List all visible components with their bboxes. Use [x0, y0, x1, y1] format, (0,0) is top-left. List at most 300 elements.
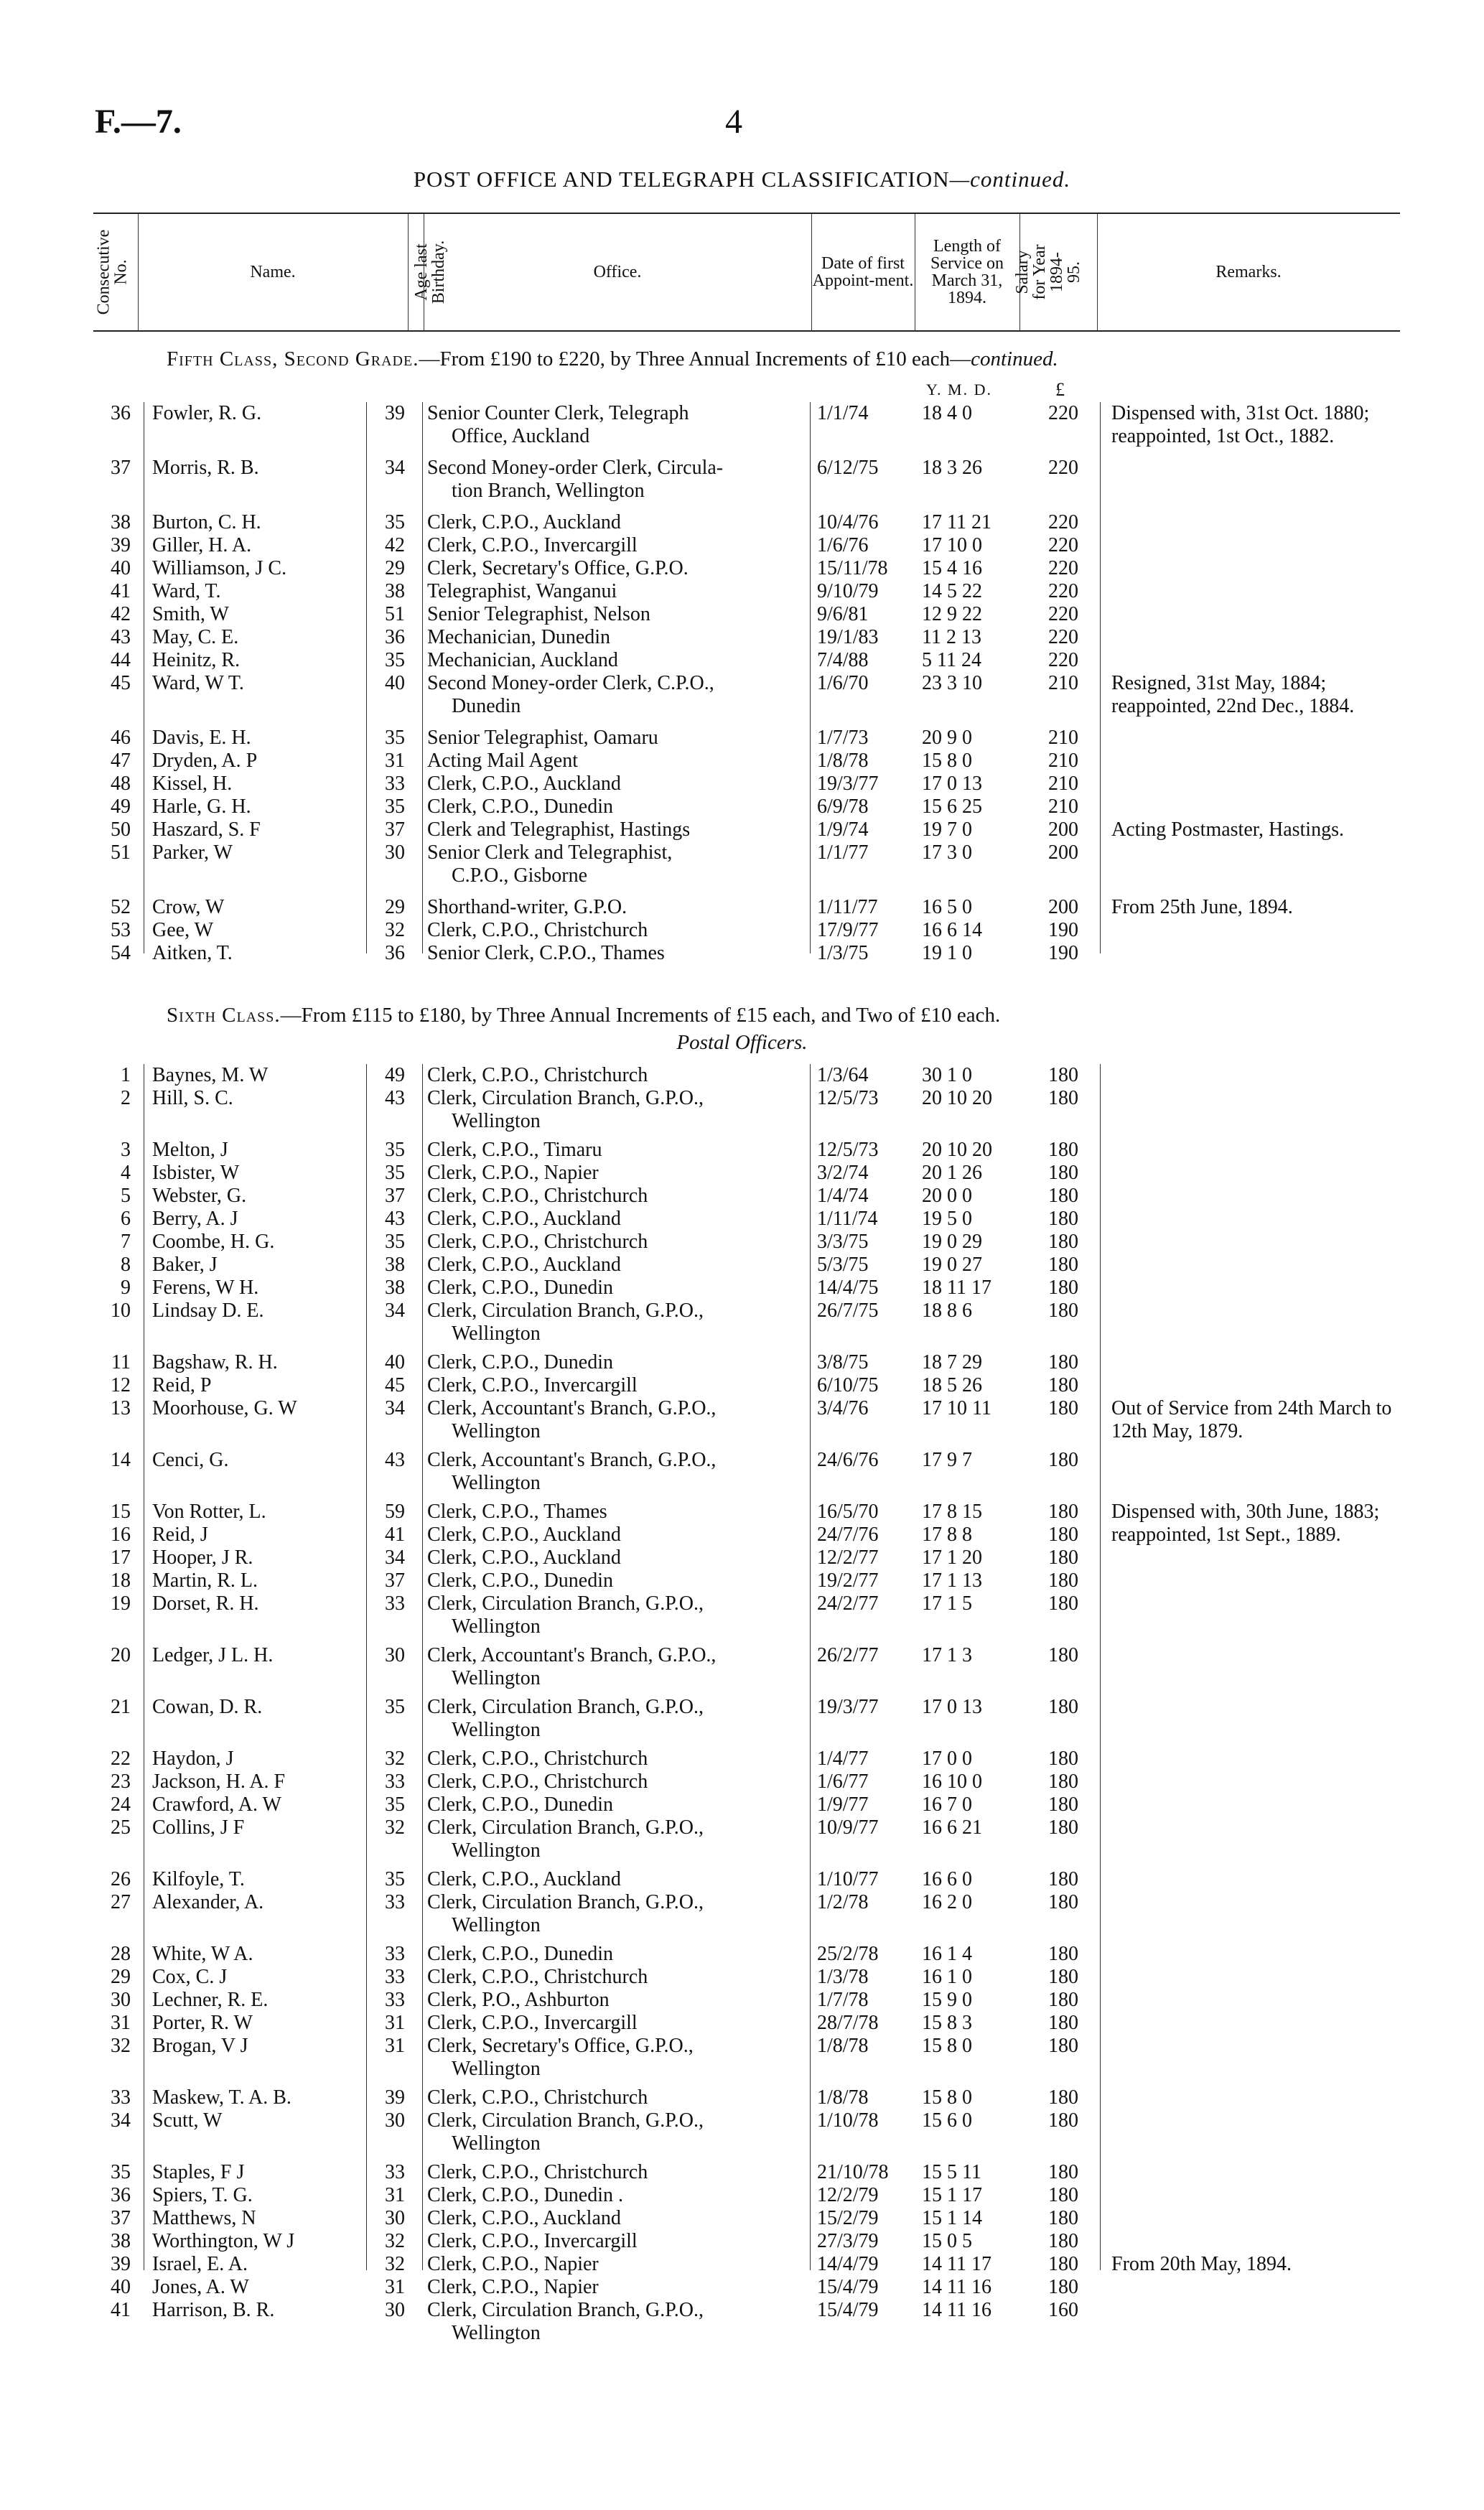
row-number: 15: [111, 1501, 131, 1523]
row-office-line: Wellington: [452, 1110, 541, 1132]
row-age: 31: [385, 750, 405, 772]
row-age: 40: [385, 672, 405, 694]
row-date: 3/4/76: [817, 1397, 869, 1419]
row-number: 28: [111, 1943, 131, 1965]
row-salary: 180: [1048, 2086, 1078, 2109]
row-office: [427, 1185, 804, 1208]
row-office-line: Senior Telegraphist, Oamaru: [427, 727, 658, 749]
row-salary: 180: [1048, 1231, 1078, 1253]
row-date: 1/10/78: [817, 2109, 879, 2132]
row-office: [427, 1644, 804, 1690]
row-name: Ledger, J L. H.: [152, 1644, 274, 1666]
row-salary: 180: [1048, 1816, 1078, 1839]
row-length: 17 1 3: [922, 1644, 972, 1666]
row-salary: 200: [1048, 818, 1078, 841]
row-salary: 220: [1048, 402, 1078, 424]
row-date: 26/2/77: [817, 1644, 879, 1666]
row-name: Baker, J: [152, 1254, 218, 1276]
row-age: 35: [385, 649, 405, 671]
row-name: Jones, A. W: [152, 2276, 249, 2298]
row-name: Moorhouse, G. W: [152, 1397, 297, 1419]
row-age: 51: [385, 603, 405, 625]
row-age: 33: [385, 1891, 405, 1913]
row-office: [427, 2230, 804, 2253]
row-age: 35: [385, 796, 405, 818]
row-number: 25: [111, 1816, 131, 1839]
row-office: [427, 750, 804, 773]
row-date: 19/3/77: [817, 1696, 879, 1718]
row-office-line: Clerk, C.P.O., Dunedin: [427, 1793, 613, 1816]
row-length: 15 6 25: [922, 796, 982, 818]
row-number: 12: [111, 1374, 131, 1396]
row-salary: 220: [1048, 457, 1078, 479]
row-number: 40: [111, 557, 131, 579]
row-number: 36: [111, 402, 131, 424]
row-office: [427, 1397, 804, 1443]
row-name: Gee, W: [152, 919, 213, 941]
row-age: 43: [385, 1208, 405, 1230]
row-salary: 180: [1048, 1793, 1078, 1816]
row-name: Kilfoyle, T.: [152, 1868, 245, 1890]
row-office: [427, 1374, 804, 1397]
row-name: Cowan, D. R.: [152, 1696, 263, 1718]
row-age: 36: [385, 942, 405, 964]
row-age: 31: [385, 2035, 405, 2057]
row-length: 20 9 0: [922, 727, 972, 749]
row-office: [427, 1989, 804, 2012]
row-office: [427, 2207, 804, 2230]
row-office: [427, 1162, 804, 1185]
row-name: Spiers, T. G.: [152, 2184, 253, 2206]
row-date: 26/7/75: [817, 1300, 879, 1322]
row-office: [427, 626, 804, 649]
row-age: 35: [385, 1696, 405, 1718]
row-number: 45: [111, 672, 131, 694]
row-number: 22: [111, 1748, 131, 1770]
row-office-line: Clerk, Circulation Branch, G.P.O.,: [427, 2299, 704, 2321]
row-office-line: Second Money-order Clerk, C.P.O.,: [427, 672, 714, 694]
row-age: 30: [385, 2207, 405, 2229]
row-date: 25/2/78: [817, 1943, 879, 1965]
row-office-line: Clerk, C.P.O., Auckland: [427, 1868, 621, 1890]
row-office-line: Wellington: [452, 1472, 541, 1494]
row-office: [427, 1868, 804, 1891]
row-length: 17 1 20: [922, 1546, 982, 1569]
row-office-line: Telegraphist, Wanganui: [427, 580, 617, 602]
row-office-line: Clerk, Circulation Branch, G.P.O.,: [427, 1696, 704, 1718]
row-number: 34: [111, 2109, 131, 2132]
row-office: [427, 1891, 804, 1937]
row-name: Collins, J F: [152, 1816, 245, 1839]
row-age: 32: [385, 1816, 405, 1839]
row-salary: 220: [1048, 649, 1078, 671]
row-age: 29: [385, 557, 405, 579]
row-age: 30: [385, 1644, 405, 1666]
row-number: 38: [111, 511, 131, 533]
row-length: 16 7 0: [922, 1793, 972, 1816]
row-number: 40: [111, 2276, 131, 2298]
row-salary: 220: [1048, 603, 1078, 625]
row-salary: 210: [1048, 727, 1078, 749]
row-salary: 210: [1048, 773, 1078, 795]
row-number: 46: [111, 727, 131, 749]
col-length: Length of Service on March 31, 1894.: [930, 237, 1004, 307]
row-name: Israel, E. A.: [152, 2253, 248, 2275]
row-number: 10: [111, 1300, 131, 1322]
row-office: [427, 672, 804, 718]
row-office-line: Senior Clerk and Telegraphist,: [427, 841, 673, 864]
row-number: 24: [111, 1793, 131, 1816]
row-name: Isbister, W: [152, 1162, 240, 1184]
row-office: [427, 1943, 804, 1966]
row-length: 17 8 15: [922, 1501, 982, 1523]
row-office-line: Clerk, C.P.O., Auckland: [427, 1208, 621, 1230]
row-salary: 220: [1048, 626, 1078, 648]
row-number: 41: [111, 2299, 131, 2321]
row-office: [427, 580, 804, 603]
row-age: 38: [385, 1254, 405, 1276]
row-office-line: Clerk, C.P.O., Invercargill: [427, 2230, 638, 2252]
row-office: [427, 2109, 804, 2155]
row-length: 18 3 26: [922, 457, 982, 479]
row-salary: 180: [1048, 1989, 1078, 2011]
row-age: 34: [385, 1300, 405, 1322]
row-length: 18 8 6: [922, 1300, 972, 1322]
row-office: [427, 2012, 804, 2035]
row-number: 35: [111, 2161, 131, 2183]
row-length: 16 1 0: [922, 1966, 972, 1988]
row-office-line: Senior Clerk, C.P.O., Thames: [427, 942, 665, 964]
row-number: 32: [111, 2035, 131, 2057]
row-date: 3/3/75: [817, 1231, 869, 1253]
row-office: [427, 1087, 804, 1133]
row-number: 37: [111, 457, 131, 479]
row-office-line: Clerk, C.P.O., Auckland: [427, 511, 621, 533]
row-length: 17 0 13: [922, 773, 982, 795]
row-length: 15 5 11: [922, 2161, 981, 2183]
row-office-line: Wellington: [452, 2322, 541, 2344]
row-office-line: Clerk, C.P.O., Christchurch: [427, 1748, 648, 1770]
row-age: 30: [385, 2109, 405, 2132]
row-number: 26: [111, 1868, 131, 1890]
row-salary: 180: [1048, 1592, 1078, 1615]
row-length: 17 1 13: [922, 1569, 982, 1592]
row-name: Lindsay D. E.: [152, 1300, 264, 1322]
row-age: 40: [385, 1351, 405, 1373]
row-name: Maskew, T. A. B.: [152, 2086, 291, 2109]
row-length: 17 10 11: [922, 1397, 991, 1419]
row-name: Harrison, B. R.: [152, 2299, 275, 2321]
row-remarks: From 25th June, 1894.: [1111, 896, 1293, 918]
row-date: 1/6/76: [817, 534, 869, 556]
row-date: 15/2/79: [817, 2207, 879, 2229]
row-number: 14: [111, 1449, 131, 1471]
row-name: Baynes, M. W: [152, 1064, 269, 1086]
row-date: 1/8/78: [817, 2086, 869, 2109]
row-age: 33: [385, 1592, 405, 1615]
row-length: 23 3 10: [922, 672, 982, 694]
row-number: 7: [121, 1231, 131, 1253]
row-date: 1/11/77: [817, 896, 878, 918]
row-office: [427, 818, 804, 841]
row-date: 1/3/78: [817, 1966, 869, 1988]
row-number: 50: [111, 818, 131, 841]
row-name: Davis, E. H.: [152, 727, 251, 749]
row-date: 24/6/76: [817, 1449, 879, 1471]
row-date: 17/9/77: [817, 919, 879, 941]
row-length: 16 6 14: [922, 919, 982, 941]
row-number: 17: [111, 1546, 131, 1569]
row-length: 16 2 0: [922, 1891, 972, 1913]
row-number: 51: [111, 841, 131, 864]
row-number: 36: [111, 2184, 131, 2206]
row-date: 1/9/74: [817, 818, 869, 841]
row-date: 19/3/77: [817, 773, 879, 795]
row-number: 39: [111, 534, 131, 556]
row-office-line: Clerk, C.P.O., Invercargill: [427, 534, 638, 556]
row-salary: 180: [1048, 1943, 1078, 1965]
row-office: [427, 534, 804, 557]
row-length: 16 5 0: [922, 896, 972, 918]
row-office-line: Clerk and Telegraphist, Hastings: [427, 818, 691, 841]
row-age: 39: [385, 2086, 405, 2109]
row-number: 42: [111, 603, 131, 625]
row-number: 41: [111, 580, 131, 602]
row-office-line: Clerk, Accountant's Branch, G.P.O.,: [427, 1644, 717, 1666]
row-office-line: Dunedin: [452, 695, 521, 717]
row-length: 15 8 0: [922, 750, 972, 772]
row-date: 21/10/78: [817, 2161, 889, 2183]
row-office-line: Clerk, Circulation Branch, G.P.O.,: [427, 1816, 704, 1839]
row-office: [427, 2276, 804, 2299]
row-office-line: Wellington: [452, 1719, 541, 1741]
row-name: Burton, C. H.: [152, 511, 261, 533]
row-office: [427, 557, 804, 580]
row-age: 39: [385, 402, 405, 424]
row-office-line: Clerk, C.P.O., Auckland: [427, 1546, 621, 1569]
row-office-line: Clerk, C.P.O., Napier: [427, 2253, 599, 2275]
row-office-line: tion Branch, Wellington: [452, 480, 645, 502]
document-code: F.—7.: [95, 103, 182, 141]
row-office-line: Clerk, C.P.O., Christchurch: [427, 1064, 648, 1086]
row-number: 27: [111, 1891, 131, 1913]
row-name: Heinitz, R.: [152, 649, 241, 671]
row-age: 34: [385, 1546, 405, 1569]
row-salary: 180: [1048, 1501, 1078, 1523]
row-salary: 180: [1048, 2184, 1078, 2206]
row-salary: 200: [1048, 896, 1078, 918]
row-office-line: Clerk, C.P.O., Christchurch: [427, 1770, 648, 1793]
col-office: Office.: [593, 263, 642, 281]
row-length: 17 1 5: [922, 1592, 972, 1615]
row-age: 29: [385, 896, 405, 918]
row-salary: 180: [1048, 1546, 1078, 1569]
row-name: Lechner, R. E.: [152, 1989, 269, 2011]
row-salary: 180: [1048, 1300, 1078, 1322]
row-salary: 180: [1048, 1139, 1078, 1161]
title-main: POST OFFICE AND TELEGRAPH CLASSIFICATION: [413, 167, 950, 192]
row-remarks: Dispensed with, 30th June, 1883; reappointed, 1st Sept., 1889.: [1111, 1501, 1380, 1546]
row-length: 14 11 16: [922, 2299, 991, 2321]
row-office: [427, 1351, 804, 1374]
row-number: 52: [111, 896, 131, 918]
row-name: White, W A.: [152, 1943, 253, 1965]
row-office: [427, 796, 804, 818]
row-salary: 180: [1048, 2161, 1078, 2183]
row-date: 1/1/77: [817, 841, 869, 864]
row-date: 14/4/75: [817, 1277, 879, 1299]
row-salary: 180: [1048, 2230, 1078, 2252]
row-date: 1/7/73: [817, 727, 869, 749]
row-salary: 180: [1048, 1374, 1078, 1396]
row-date: 1/6/77: [817, 1770, 869, 1793]
row-length: 17 8 8: [922, 1524, 972, 1546]
row-age: 35: [385, 727, 405, 749]
row-office: [427, 1966, 804, 1989]
row-office-line: Mechanician, Dunedin: [427, 626, 611, 648]
row-office-line: Wellington: [452, 1914, 541, 1936]
row-office-line: Clerk, Accountant's Branch, G.P.O.,: [427, 1449, 717, 1471]
row-office: [427, 1300, 804, 1345]
row-date: 6/10/75: [817, 1374, 879, 1396]
row-date: 15/4/79: [817, 2299, 879, 2321]
row-office: [427, 896, 804, 919]
row-number: 49: [111, 796, 131, 818]
row-name: Jackson, H. A. F: [152, 1770, 286, 1793]
row-name: Ferens, W H.: [152, 1277, 259, 1299]
row-date: 1/4/77: [817, 1748, 869, 1770]
row-date: 15/11/78: [817, 557, 888, 579]
row-age: 34: [385, 1397, 405, 1419]
row-age: 35: [385, 1162, 405, 1184]
row-length: 20 1 26: [922, 1162, 982, 1184]
row-date: 12/2/79: [817, 2184, 879, 2206]
row-salary: 180: [1048, 1064, 1078, 1086]
row-date: 1/6/70: [817, 672, 869, 694]
row-age: 43: [385, 1087, 405, 1109]
row-date: 5/3/75: [817, 1254, 869, 1276]
row-name: Hooper, J R.: [152, 1546, 253, 1569]
row-number: 38: [111, 2230, 131, 2252]
row-office-line: Clerk, P.O., Ashburton: [427, 1989, 610, 2011]
row-length: 15 1 14: [922, 2207, 982, 2229]
row-date: 1/7/78: [817, 1989, 869, 2011]
row-age: 42: [385, 534, 405, 556]
row-number: 3: [121, 1139, 131, 1161]
row-number: 39: [111, 2253, 131, 2275]
row-age: 33: [385, 1966, 405, 1988]
row-date: 14/4/79: [817, 2253, 879, 2275]
row-salary: 180: [1048, 2012, 1078, 2034]
row-salary: 210: [1048, 796, 1078, 818]
row-office: [427, 2035, 804, 2081]
row-salary: 180: [1048, 2276, 1078, 2298]
row-office-line: Clerk, C.P.O., Dunedin: [427, 1569, 613, 1592]
row-office: [427, 603, 804, 626]
row-date: 1/10/77: [817, 1868, 879, 1890]
row-number: 18: [111, 1569, 131, 1592]
row-office: [427, 1231, 804, 1254]
column-header: [93, 213, 1400, 332]
row-office-line: Clerk, C.P.O., Napier: [427, 1162, 599, 1184]
row-office-line: Wellington: [452, 1420, 541, 1442]
row-age: 33: [385, 1770, 405, 1793]
row-office-line: Wellington: [452, 1322, 541, 1345]
row-office-line: Clerk, Accountant's Branch, G.P.O.,: [427, 1397, 717, 1419]
row-remarks: From 20th May, 1894.: [1111, 2253, 1292, 2275]
row-salary: 190: [1048, 942, 1078, 964]
row-office: [427, 942, 804, 965]
row-office: [427, 1524, 804, 1546]
row-office-line: Clerk, C.P.O., Invercargill: [427, 1374, 638, 1396]
row-name: May, C. E.: [152, 626, 239, 648]
row-office: [427, 402, 804, 448]
row-office-line: Clerk, Secretary's Office, G.P.O.,: [427, 2035, 694, 2057]
row-length: 15 6 0: [922, 2109, 972, 2132]
row-name: Alexander, A.: [152, 1891, 264, 1913]
row-office-line: Clerk, C.P.O., Dunedin: [427, 1351, 613, 1373]
row-office: [427, 1696, 804, 1742]
row-length: 17 10 0: [922, 534, 982, 556]
row-salary: 180: [1048, 1868, 1078, 1890]
row-date: 1/1/74: [817, 402, 869, 424]
row-office-line: Wellington: [452, 1839, 541, 1862]
row-office-line: Clerk, C.P.O., Napier: [427, 2276, 599, 2298]
row-date: 1/11/74: [817, 1208, 878, 1230]
row-office: [427, 1546, 804, 1569]
row-office: [427, 2184, 804, 2207]
row-date: 1/2/78: [817, 1891, 869, 1913]
row-name: Martin, R. L.: [152, 1569, 258, 1592]
col-name: Name.: [250, 263, 296, 281]
row-date: 6/12/75: [817, 457, 879, 479]
row-office-line: Wellington: [452, 1667, 541, 1689]
row-remarks: Dispensed with, 31st Oct. 1880; reappointed, 1st Oct., 1882.: [1111, 402, 1370, 447]
row-name: Cox, C. J: [152, 1966, 228, 1988]
row-salary: 180: [1048, 1162, 1078, 1184]
row-number: 11: [111, 1351, 131, 1373]
row-name: Giller, H. A.: [152, 534, 252, 556]
row-name: Porter, R. W: [152, 2012, 253, 2034]
row-name: Harle, G. H.: [152, 796, 251, 818]
page-title: [0, 167, 1484, 192]
row-length: 20 10 20: [922, 1087, 992, 1109]
row-name: Williamson, J C.: [152, 557, 287, 579]
row-length: 18 4 0: [922, 402, 972, 424]
row-length: 20 0 0: [922, 1185, 972, 1207]
row-number: 53: [111, 919, 131, 941]
row-office-line: Mechanician, Auckland: [427, 649, 618, 671]
row-length: 15 8 0: [922, 2035, 972, 2057]
row-office: [427, 773, 804, 796]
row-age: 31: [385, 2012, 405, 2034]
row-date: 28/7/78: [817, 2012, 879, 2034]
row-date: 19/1/83: [817, 626, 879, 648]
row-office-line: Clerk, C.P.O., Dunedin: [427, 1277, 613, 1299]
row-length: 15 8 3: [922, 2012, 972, 2034]
row-length: 14 11 16: [922, 2276, 991, 2298]
row-date: 24/2/77: [817, 1592, 879, 1615]
row-number: 23: [111, 1770, 131, 1793]
row-office-line: C.P.O., Gisborne: [452, 864, 588, 887]
col-remarks: Remarks.: [1215, 263, 1282, 281]
row-office: [427, 649, 804, 672]
row-date: 12/5/73: [817, 1087, 879, 1109]
row-number: 2: [121, 1087, 131, 1109]
row-length: 17 11 21: [922, 511, 991, 533]
row-date: 3/2/74: [817, 1162, 869, 1184]
row-number: 43: [111, 626, 131, 648]
